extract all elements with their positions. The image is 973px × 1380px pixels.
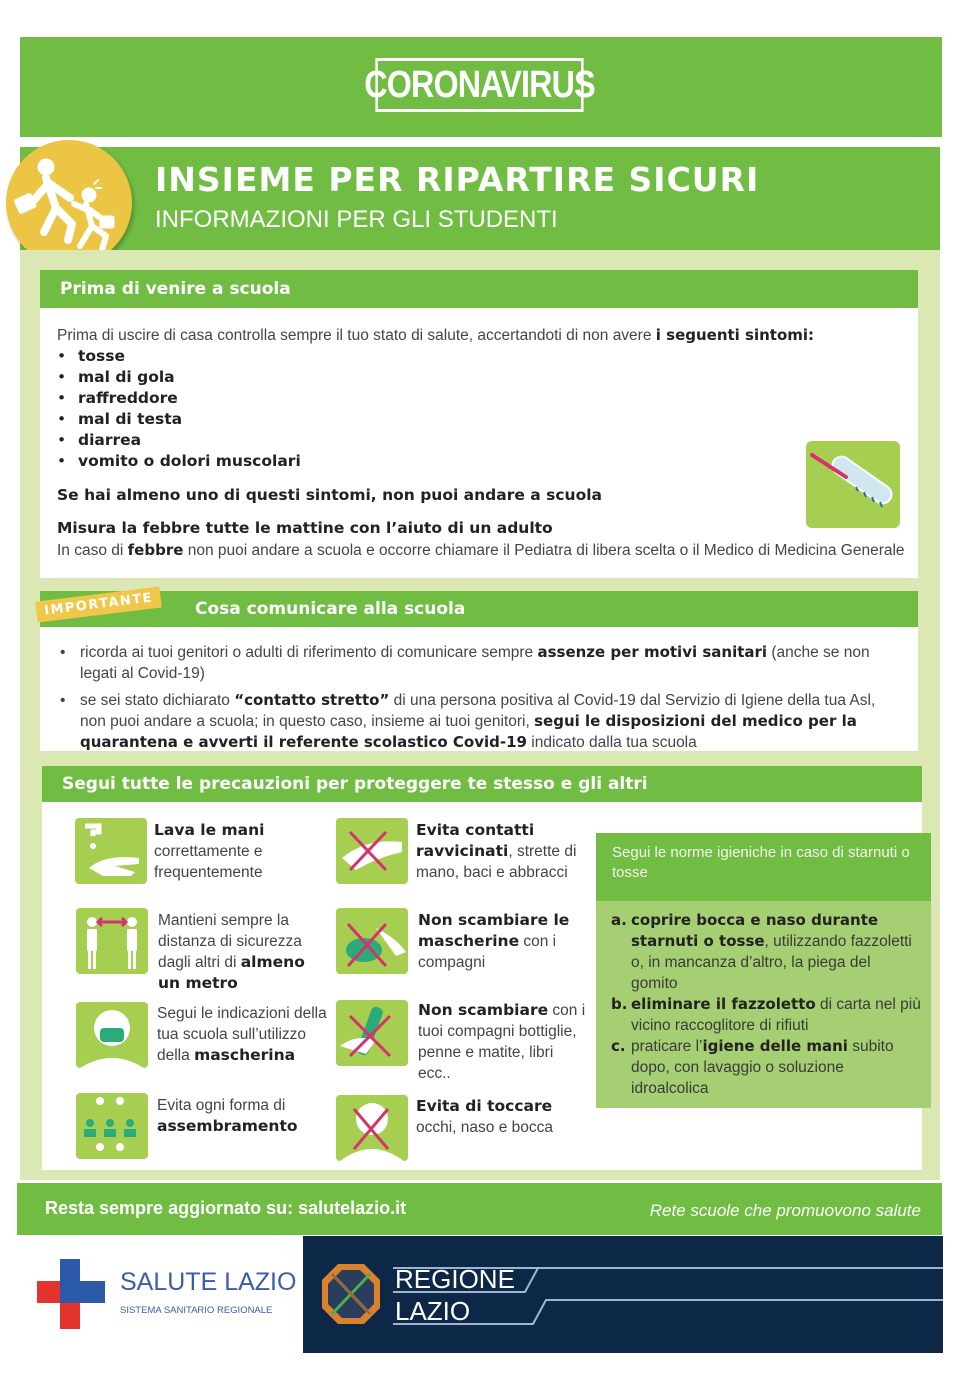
- regione-label: REGIONE: [395, 1264, 515, 1294]
- precaution-no-contact: [416, 820, 581, 883]
- precaution-wash-hands: [154, 820, 324, 883]
- symptom-warning: Se hai almeno uno di questi sintomi, non puoi andare a scuola: [57, 486, 603, 504]
- precaution-bold: Non scambiare le mascherine: [418, 911, 570, 950]
- fever-instructions: [57, 540, 905, 561]
- item-text: di carta nel più vicino raccoglitore di rifiuti: [631, 996, 921, 1034]
- precaution-bold: Lava le mani: [154, 821, 265, 839]
- symptom-item: • vomito o dolori muscolari: [57, 451, 301, 472]
- precaution-text: occhi, naso e bocca: [416, 1119, 554, 1136]
- item-bold: eliminare il fazzoletto: [631, 995, 816, 1013]
- item-letter: c.: [611, 1037, 626, 1055]
- intro-text: Prima di uscire di casa controlla sempre il tuo stato di salute, accertandoti di non avere: [57, 327, 656, 344]
- thermometer-icon: [806, 441, 900, 528]
- precaution-no-mask-swap: [418, 910, 588, 973]
- communicate-list: [60, 642, 905, 753]
- precaution-bold: mascherina: [194, 1046, 296, 1064]
- no-face-touch-icon: [336, 1095, 408, 1161]
- symptom-item: • mal di testa: [57, 409, 301, 430]
- important-tag: IMPORTANTE: [35, 586, 162, 622]
- students-running-icon: [6, 140, 132, 266]
- salute-lazio-logo: SALUTE LAZIO: [120, 1268, 297, 1296]
- fever-pre: In caso di: [57, 542, 128, 559]
- measure-fever: Misura la febbre tutte le mattine con l’aiuto di un adulto: [57, 519, 553, 537]
- lazio-label: LAZIO: [395, 1296, 471, 1326]
- symptom-item: • mal di gola: [57, 367, 301, 388]
- precaution-no-face-touch: [416, 1096, 586, 1138]
- item-text: (anche se non legati al Covid-19): [80, 644, 870, 682]
- item-bold: segui le disposizioni del medico per la quarantena e avverti il referente scolastico Covid-19: [80, 712, 857, 751]
- precaution-bold: Evita di toccare: [416, 1097, 553, 1115]
- fever-bold: febbre: [127, 541, 184, 559]
- precaution-mask: [157, 1003, 327, 1066]
- symptoms-list: [57, 346, 301, 472]
- intro-bold: i seguenti sintomi:: [655, 326, 815, 344]
- social-distance-icon: [76, 908, 148, 974]
- item-text: ricorda ai tuoi genitori o adulti di riferimento di comunicare sempre: [80, 644, 538, 661]
- regione-lazio-emblem-icon: [320, 1262, 382, 1326]
- symptom-item: • diarrea: [57, 430, 301, 451]
- item-text: indicato dalla tua scuola: [527, 734, 697, 751]
- item-bold: igiene delle mani: [702, 1037, 848, 1055]
- item-text: , utilizzando fazzoletti o, in mancanza d’altro, la piega del gomito: [631, 933, 912, 992]
- sneeze-item: [611, 910, 921, 994]
- symptoms-intro: [57, 325, 814, 346]
- salute-lazio-cross-icon: [37, 1259, 107, 1329]
- sneeze-item: [611, 1036, 921, 1099]
- precaution-text: , strette di mano, baci e abbracci: [416, 843, 577, 881]
- no-handshake-icon: [336, 818, 408, 884]
- precaution-text: Segui le indicazioni della tua scuola sull’utilizzo della: [157, 1005, 327, 1064]
- precaution-text: Evita ogni forma di: [157, 1097, 286, 1114]
- communicate-item: [60, 642, 905, 684]
- item-text: praticare l’: [631, 1038, 703, 1055]
- item-bold: assenze per motivi sanitari: [537, 643, 768, 661]
- precaution-text: Mantieni sempre la distanza di sicurezza dagli altri di: [158, 912, 302, 971]
- precaution-bold: Non scambiare: [418, 1001, 549, 1019]
- page-title: INSIEME PER RIPARTIRE SICURI: [155, 160, 760, 199]
- item-bold: “contatto stretto”: [234, 691, 390, 709]
- item-bold: coprire bocca e naso durante starnuti o tosse: [631, 911, 879, 950]
- website-link[interactable]: Resta sempre aggiornato su: salutelazio.it: [45, 1198, 407, 1218]
- precaution-bold: almeno un metro: [158, 953, 305, 992]
- precaution-text: con i compagni: [418, 933, 557, 971]
- fever-post: non puoi andare a scuola e occorre chiamare il Pediatra di libera scelta o il Medico di Medicina Generale: [183, 542, 905, 559]
- item-letter: a.: [611, 911, 627, 929]
- sneeze-heading: Segui le norme igieniche in caso di starnuti o tosse: [596, 833, 931, 901]
- section-heading-precautions: Segui tutte le precauzioni per proteggere te stesso e gli altri: [42, 766, 922, 802]
- hand-washing-icon: [75, 818, 147, 884]
- salute-lazio-subtitle: SISTEMA SANITARIO REGIONALE: [120, 1305, 273, 1316]
- face-mask-icon: [76, 1002, 148, 1068]
- symptom-item: • tosse: [57, 346, 301, 367]
- precaution-bold: Evita contatti ravvicinati: [416, 821, 535, 860]
- network-tagline: Rete scuole che promuovono salute: [649, 1201, 921, 1220]
- sneeze-item: [611, 994, 921, 1036]
- section-heading-before-school: Prima di venire a scuola: [40, 270, 918, 308]
- no-object-swap-icon: [336, 1000, 408, 1066]
- page-subtitle: INFORMAZIONI PER GLI STUDENTI: [155, 206, 558, 233]
- precaution-text: correttamente e frequentemente: [154, 843, 263, 881]
- precaution-text: con i tuoi compagni bottiglie, penne e matite, libri ecc..: [418, 1002, 586, 1082]
- section-heading-communicate: Cosa comunicare alla scuola: [40, 591, 918, 627]
- item-letter: b.: [611, 995, 628, 1013]
- precaution-no-object-swap: [418, 1000, 588, 1084]
- communicate-item: [60, 690, 905, 753]
- precaution-bold: assembramento: [157, 1117, 298, 1135]
- precaution-distance: [158, 910, 328, 994]
- item-text: di una persona positiva al Covid-19 dal Servizio di Igiene della tua Asl, non puoi andare a scuola; in questo caso, insieme ai tuoi genitori,: [80, 692, 876, 730]
- item-text: subito dopo, con lavaggio o soluzione idroalcolica: [631, 1038, 894, 1097]
- precaution-gathering: [157, 1095, 327, 1137]
- symptom-item: • raffreddore: [57, 388, 301, 409]
- sneeze-list: [611, 910, 921, 1099]
- item-text: se sei stato dichiarato: [80, 692, 235, 709]
- coronavirus-badge: CORONAVIRUS: [375, 58, 583, 112]
- no-mask-swap-icon: [336, 908, 408, 974]
- crowd-icon: [76, 1093, 148, 1159]
